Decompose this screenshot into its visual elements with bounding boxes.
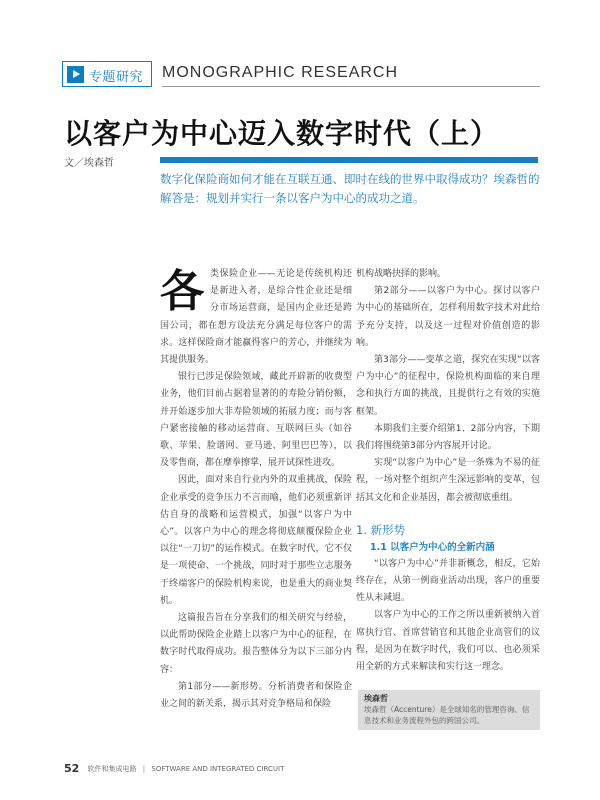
section-english-title: MONOGRAPHIC RESEARCH (162, 64, 399, 81)
header-divider (162, 86, 540, 87)
bio-text: 埃森哲（Accenture）是全球知名的管理咨询、信息技术和业务流程外包的跨国公司。 (364, 705, 530, 725)
drop-cap: 各 (160, 266, 204, 317)
paragraph: 第1部分——新形势。分析消费者和保险企业之间的新关系，揭示其对竞争格局和保险 (160, 681, 352, 710)
author-byline: 文／埃森哲 (64, 158, 114, 169)
page-footer (64, 762, 284, 775)
paragraph: 类保险企业——无论是传统机构还是新进入者，是综合性企业还是细分市场运营商，是国内企业还是跨国公司，都在想方设法充分满足每位客户的需求。这样保险商才能赢得客户的芳心，并继续为其提供服务。 (160, 269, 352, 366)
section-tag (62, 61, 152, 87)
paragraph: 实现“以客户为中心”是一条殊为不易的征程，一场对整个组织产生深远影响的变革，包括其文化和企业基因，都会被彻底重组。 (356, 458, 540, 503)
journal-name-cn: 软件和集成电路 (87, 765, 137, 773)
paragraph: 因此，面对来自行业内外的双重挑战，保险企业承受的竞争压力不言而喻，他们必须重新评估自身的战略和运营模式，加强“以客户为中心”。以客户为中心的理念将彻底颠覆保险企业以往“一刀切”的运作模式。在数字时代，它不仅是一项使命、一个挑战，同时对于那些立志服务于终端客户的保险机构来说，也是重大的商业契机。 (160, 475, 352, 606)
paragraph: 银行已涉足保险领域，藏此开辟新的收费型业务，他们目前占据着显著的的寿险分销份额，并开始逐步加大非寿险领域的拓展力度；而与客户紧密接触的移动运营商、互联网巨头（如谷歌、苹果、脸谱网、亚马逊、阿里巴巴等），以及零售商，都在摩拳擦掌，展开试探性进攻。 (160, 372, 352, 469)
bio-name: 埃森哲 (364, 694, 388, 703)
article-subtitle: 数字化保险商如何才能在互联互通、即时在线的世界中取得成功？埃森哲的解答是：规划并实行一条以客户为中心的成功之道。 (160, 172, 540, 205)
page-number: 52 (64, 762, 80, 775)
paragraph: 第2部分——以客户为中心。探讨以客户为中心的基础所在，怎样利用数字技术对此给予充分支持，以及这一过程对价值创造的影响。 (356, 286, 540, 348)
opening-paragraph-wrap (160, 266, 352, 369)
paragraph: 这篇报告旨在分享我们的相关研究与经验，以此帮助保险企业踏上以客户为中心的征程，在数字时代取得成功。报告整体分为以下三部分内容： (160, 613, 352, 675)
section-header (62, 61, 540, 89)
subsection-heading: 1.1 以客户为中心的全新内涵 (370, 541, 495, 553)
lead-accent-bar (160, 157, 538, 163)
footer-separator: | (142, 765, 146, 773)
right-column (356, 266, 540, 676)
article-title: 以客户为中心迈入数字时代（上） (64, 117, 500, 150)
section-heading: 1. 新形势 (356, 522, 406, 537)
paragraph: 第3部分——变革之道，探究在实现“以客户为中心”的征程中，保险机构面临的来自理念和执行方面的挑战，且提供行之有效的实施框架。 (356, 355, 540, 417)
paragraph: “以客户为中心”并非新概念，相反，它始终存在，从第一例商业活动出现，客户的重要性从未减退。 (356, 558, 540, 604)
journal-name-en: SOFTWARE AND INTEGRATED CIRCUIT (151, 765, 285, 773)
paragraph: 机构战略抉择的影响。 (356, 269, 447, 279)
play-icon (67, 66, 84, 83)
paragraph: 本期我们主要介绍第1、2部分内容，下期我们将围绕第3部分内容展开讨论。 (356, 423, 540, 452)
left-column (160, 266, 352, 713)
section-label: 专题研究 (89, 70, 144, 85)
paragraph: 以客户为中心的工作之所以重新被纳入首席执行官、首席营销官和其他企业高管们的议程，是因为在数字时代，我们可以、也必须采用全新的方式来解读和实行这一理念。 (356, 610, 540, 673)
author-bio-box (358, 690, 540, 730)
